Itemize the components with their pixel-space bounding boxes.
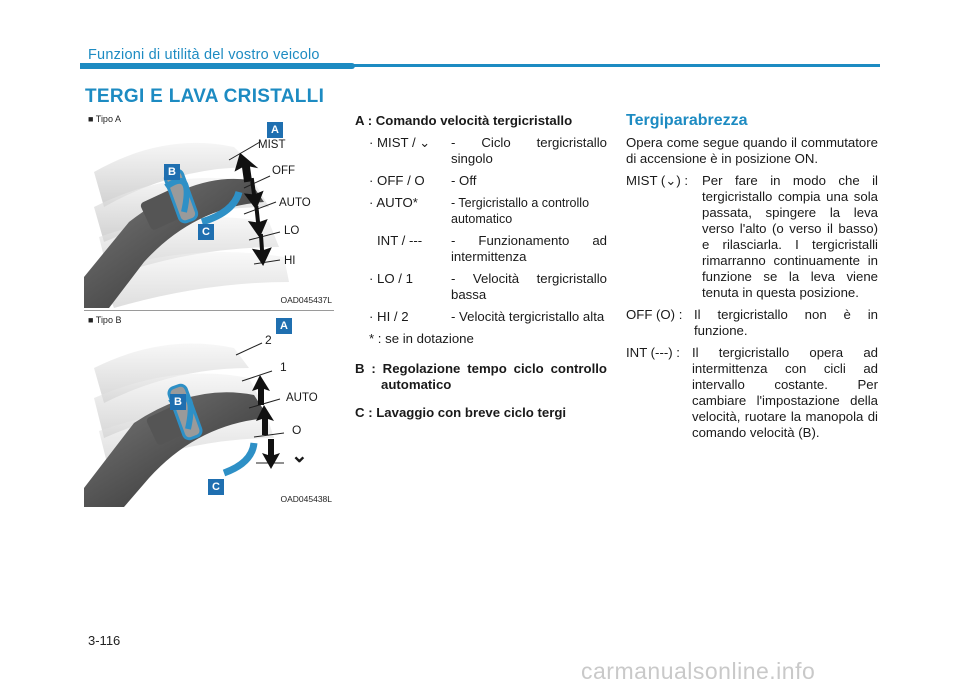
legend-key: INT / --- <box>377 233 423 248</box>
legend-key: · MIST / ⌄ <box>369 135 431 150</box>
label-2: 2 <box>265 333 272 347</box>
header-rule-accent <box>80 63 355 69</box>
legend-desc: - Ciclo tergicristallo singolo <box>451 135 607 166</box>
label-o: O <box>292 423 302 437</box>
legend-note: * : se in dotazione <box>369 331 474 346</box>
label-auto: AUTO <box>279 197 311 209</box>
legend-key: · OFF / O <box>369 173 425 188</box>
header-section: Funzioni di utilità del vostro veicolo <box>88 47 320 63</box>
legend-b: B : Regolazione tempo ciclo controllo automatico <box>355 361 607 392</box>
badge-c: C <box>208 479 224 495</box>
legend-desc: - Off <box>451 173 477 188</box>
label-v: ⌄ <box>291 445 308 467</box>
figure-type-a <box>84 112 334 308</box>
badge-a: A <box>267 122 283 138</box>
section-title: TERGI E LAVA CRISTALLI <box>85 86 325 107</box>
intro-paragraph: Opera come segue quando il commutatore di accensione è in posizione ON. <box>626 135 878 166</box>
mode-desc: Per fare in modo che il tergicristallo compia una sola passata, spingere la leva verso l'alto (o verso il basso) e rilasciarla. I tergicristalli rimarranno continuamente in funzione se la leva viene tenuta in questa posizione. <box>702 173 878 300</box>
legend-c: C : Lavaggio con breve ciclo tergi <box>355 405 567 420</box>
figure-caption: ■ Tipo A <box>88 114 121 124</box>
label-auto: AUTO <box>286 392 318 404</box>
mode-key: MIST (⌄) : <box>626 173 689 188</box>
legend-key: · AUTO* <box>369 195 418 210</box>
legend-key: · LO / 1 <box>369 271 413 286</box>
label-lo: LO <box>284 225 300 237</box>
badge-c: C <box>198 224 214 240</box>
mode-desc: Il tergicristallo opera ad intermittenza con cicli ad intervallo costante. Per cambiare l'impostazione della velocità, ruotare la manopola di comando velocità (B). <box>692 345 878 440</box>
legend-column <box>355 113 607 421</box>
legend-item-hi <box>355 309 607 325</box>
legend-desc: - Velocità tergicristallo bassa <box>451 271 607 302</box>
wiper-column <box>626 113 878 441</box>
figure-divider <box>84 310 334 311</box>
label-1: 1 <box>280 360 287 374</box>
label-hi: HI <box>284 255 296 267</box>
legend-item-auto <box>355 195 607 227</box>
badge-b: B <box>170 394 186 410</box>
badge-b: B <box>164 164 180 180</box>
label-mist: MIST <box>258 139 286 151</box>
watermark: carmanualsonline.info <box>581 658 816 684</box>
wiper-stalk-illustration <box>84 112 334 308</box>
figure-caption: ■ Tipo B <box>88 315 122 325</box>
legend-item-mist <box>355 135 607 167</box>
legend-desc: - Funzionamento ad intermittenza <box>451 233 607 264</box>
mode-item-int <box>626 345 878 441</box>
mode-key: OFF (O) : <box>626 307 683 322</box>
legend-item-lo <box>355 271 607 303</box>
mode-key: INT (---) : <box>626 345 680 360</box>
mode-item-mist <box>626 173 878 301</box>
legend-a-heading: A : Comando velocità tergicristallo <box>355 113 573 128</box>
badge-a: A <box>276 318 292 334</box>
legend-item-int <box>355 233 607 265</box>
legend-item-off <box>355 173 607 189</box>
legend-desc: - Velocità tergicristallo alta <box>451 309 605 324</box>
label-off: OFF <box>272 165 295 177</box>
figure-code: OAD045438L <box>280 494 332 504</box>
legend-desc: - Tergicristallo a controllo automatico <box>451 196 590 226</box>
figure-type-b <box>84 313 334 507</box>
subsection-heading: Tergiparabrezza <box>626 112 748 129</box>
mode-item-off <box>626 307 878 339</box>
page-number: 3-116 <box>88 633 121 648</box>
mode-desc: Il tergicristallo non è in funzione. <box>694 307 878 338</box>
wiper-stalk-illustration <box>84 313 334 507</box>
figure-code: OAD045437L <box>280 295 332 305</box>
legend-key: · HI / 2 <box>369 309 409 324</box>
